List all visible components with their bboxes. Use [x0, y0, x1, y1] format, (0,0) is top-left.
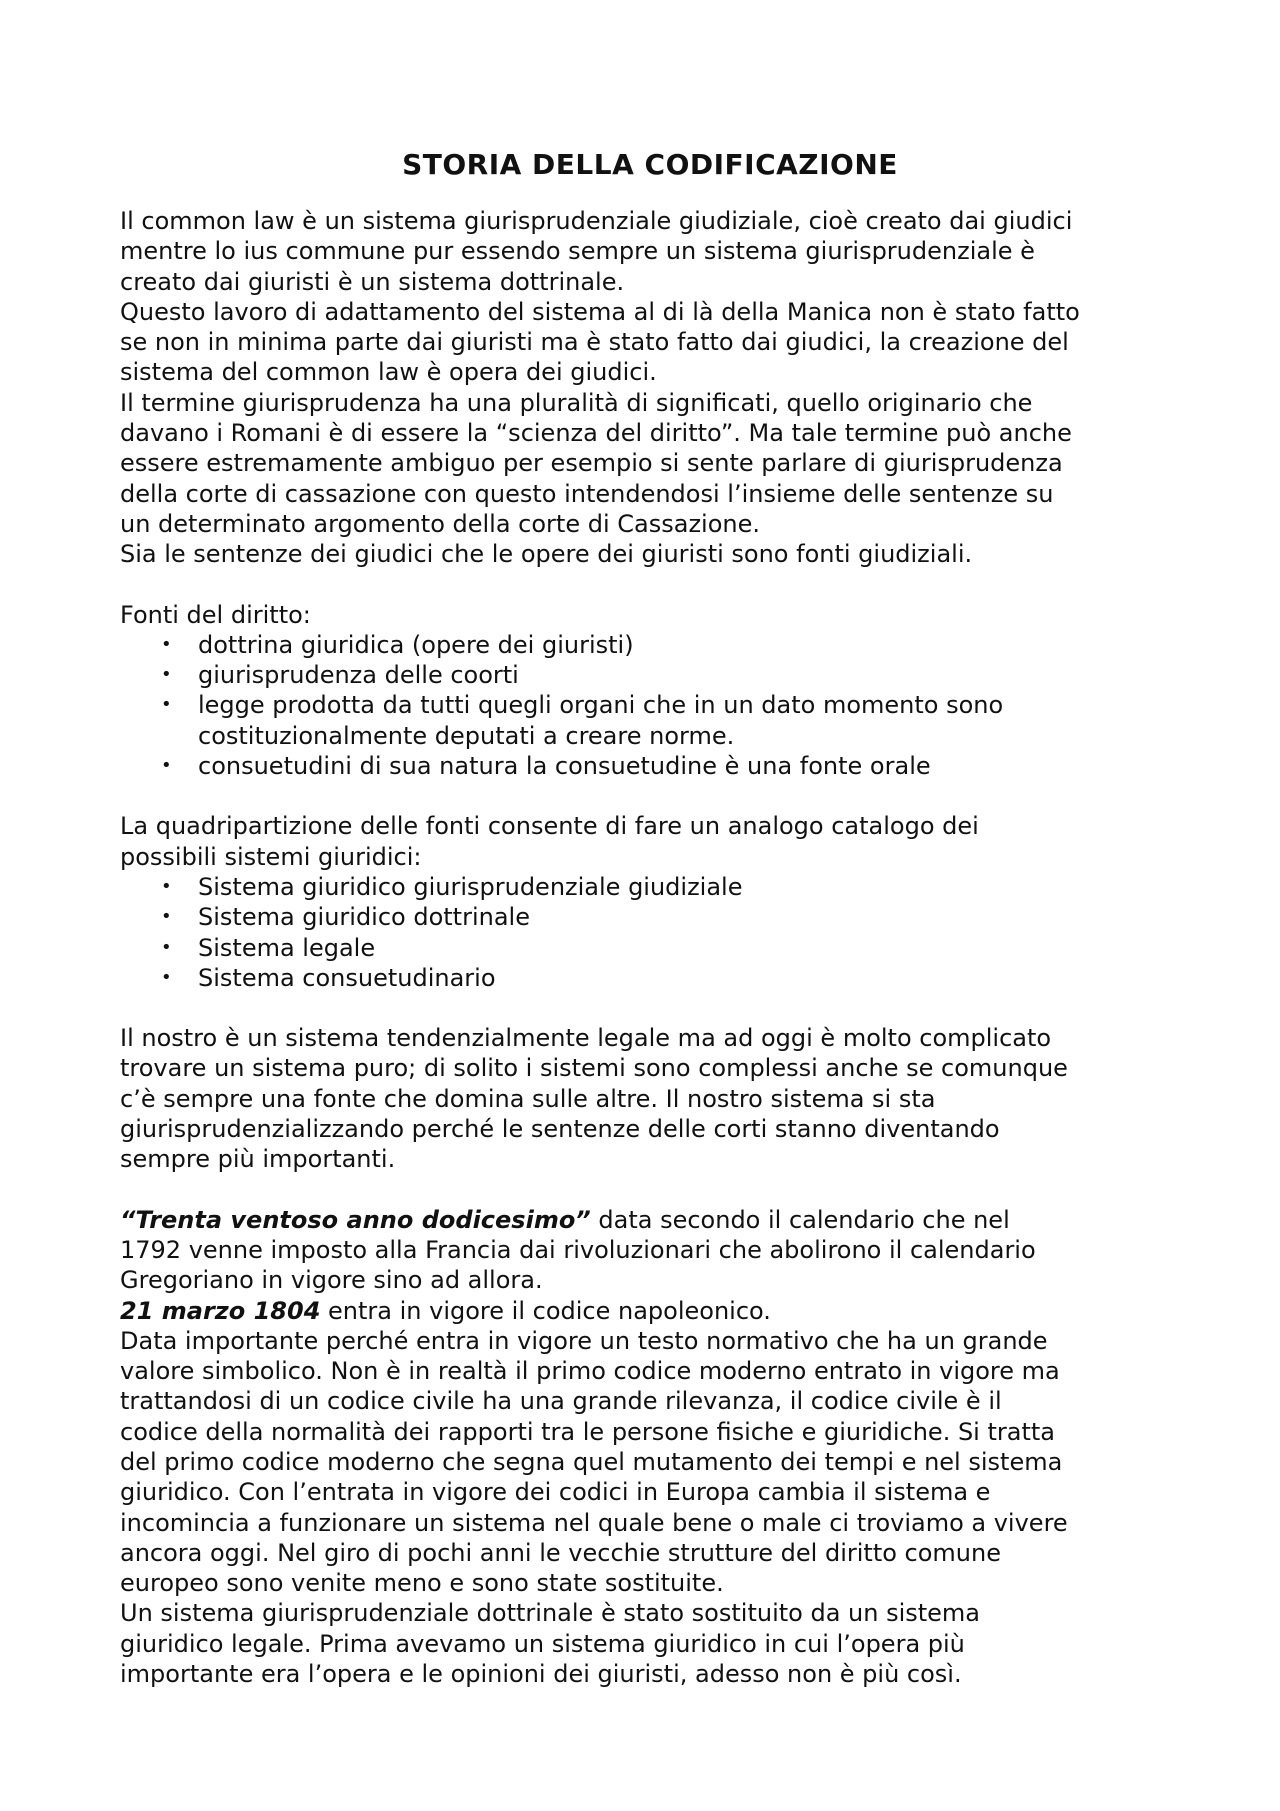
list-item-text: Sistema giuridico giurisprudenziale giudiziale [198, 872, 743, 901]
paragraph-data-importante: Data importante perché entra in vigore un testo normativo che ha un grande valore simbolico. Non è in realtà il primo codice moderno entrato in vigore ma trattandosi di un codice civile ha una grande rilevanza, il codice civile è il codice della normalità dei rapporti tra le persone fisiche e giuridiche. Si tratta del primo codice moderno che segna quel mutamento dei tempi e nel sistema giuridico. Con l’entrata in vigore dei codici in Europa cambia il sistema e incomincia a funzionare un sistema nel quale bene o male ci troviamo a vivere ancora oggi. Nel giro di pochi anni le vecchie strutture del diritto comune europeo sono venite meno e sono state sostituite. [120, 1326, 1068, 1598]
bullet-icon: • [161, 755, 172, 777]
spacer [120, 1175, 1180, 1205]
sistemi-heading: La quadripartizione delle fonti consente di fare un analogo catalogo dei possibili sistemi giuridici: [120, 812, 979, 871]
list-item-text: legge prodotta da tutti quegli organi che in un dato momento sono costituzionalmente deputati a creare norme. [198, 691, 1004, 750]
spacer [120, 781, 1180, 811]
bullet-icon: • [161, 694, 172, 716]
date-emphasis: “Trenta ventoso anno dodicesimo” [120, 1205, 591, 1234]
paragraph-sistema-sostituito: Un sistema giurisprudenziale dottrinale è stato sostituito da un sistema giuridico legale. Prima avevamo un sistema giuridico in cui l’opera più importante era l’opera e le opinioni dei giuristi, adesso non è più così. [120, 1599, 981, 1689]
bullet-icon: • [161, 936, 172, 958]
list-item-text: giurisprudenza delle coorti [198, 661, 519, 690]
date-description: data secondo il calendario che nel 1792 venne imposto alla Francia dai rivoluzionari che abolirono il calendario Gregoriano in vigore sino ad allora. [120, 1205, 1036, 1295]
list-item-text: dottrina giuridica (opere dei giuristi) [198, 630, 634, 659]
list-item [120, 902, 1180, 932]
sistemi-list [120, 872, 1180, 993]
bullet-icon: • [161, 664, 172, 686]
page-title: STORIA DELLA CODIFICAZIONE [402, 148, 898, 181]
bullet-icon: • [161, 633, 172, 655]
list-item [120, 963, 1180, 993]
list-item-text: Sistema giuridico dottrinale [198, 903, 530, 932]
list-item-text: Sistema consuetudinario [198, 963, 496, 992]
paragraph-giurisprudenza: Il termine giurisprudenza ha una pluralità di significati, quello originario che davano i Romani è di essere la “scienza del diritto”. Ma tale termine può anche essere estremamente ambiguo per esempio si sente parlare di giurisprudenza della corte di cassazione con questo intendendosi l’insieme delle sentenze su un determinato argomento della corte di Cassazione. [120, 388, 1072, 538]
fonti-list [120, 630, 1180, 781]
paragraph-adattamento: Questo lavoro di adattamento del sistema al di là della Manica non è stato fatto se non in minima parte dai giuristi ma è stato fatto dai giudici, la creazione del sistema del common law è opera dei giudici. [120, 297, 1080, 387]
paragraph-trenta-ventoso [120, 1205, 1180, 1296]
bullet-icon: • [161, 906, 172, 928]
list-item [120, 660, 1180, 690]
fonti-heading: Fonti del diritto: [120, 600, 311, 629]
bullet-icon: • [161, 875, 172, 897]
paragraph-21-marzo [120, 1296, 1180, 1326]
bullet-icon: • [161, 966, 172, 988]
list-item [120, 933, 1180, 963]
list-item [120, 751, 1180, 781]
date-description: entra in vigore il codice napoleonico. [320, 1296, 771, 1325]
list-item [120, 690, 1180, 751]
paragraph-common-law: Il common law è un sistema giurisprudenziale giudiziale, cioè creato dai giudici mentre lo ius commune pur essendo sempre un sistema giurisprudenziale è creato dai giuristi è un sistema dottrinale. [120, 207, 1073, 296]
paragraph-nostro-sistema: Il nostro è un sistema tendenzialmente legale ma ad oggi è molto complicato trovare un sistema puro; di solito i sistemi sono complessi anche se comunque c’è sempre una fonte che domina sulle altre. Il nostro sistema si sta giurisprudenzializzando perché le sentenze delle corti stanno diventando sempre più importanti. [120, 1024, 1068, 1174]
paragraph-fonti-giudiziali: Sia le sentenze dei giudici che le opere dei giuristi sono fonti giudiziali. [120, 540, 973, 569]
date-emphasis: 21 marzo 1804 [120, 1296, 321, 1325]
spacer [120, 570, 1180, 600]
list-item [120, 630, 1180, 660]
list-item-text: Sistema legale [198, 933, 376, 962]
list-item-text: consuetudini di sua natura la consuetudine è una fonte orale [198, 752, 931, 781]
list-item [120, 872, 1180, 902]
document-page [120, 148, 1180, 1689]
spacer [120, 993, 1180, 1023]
